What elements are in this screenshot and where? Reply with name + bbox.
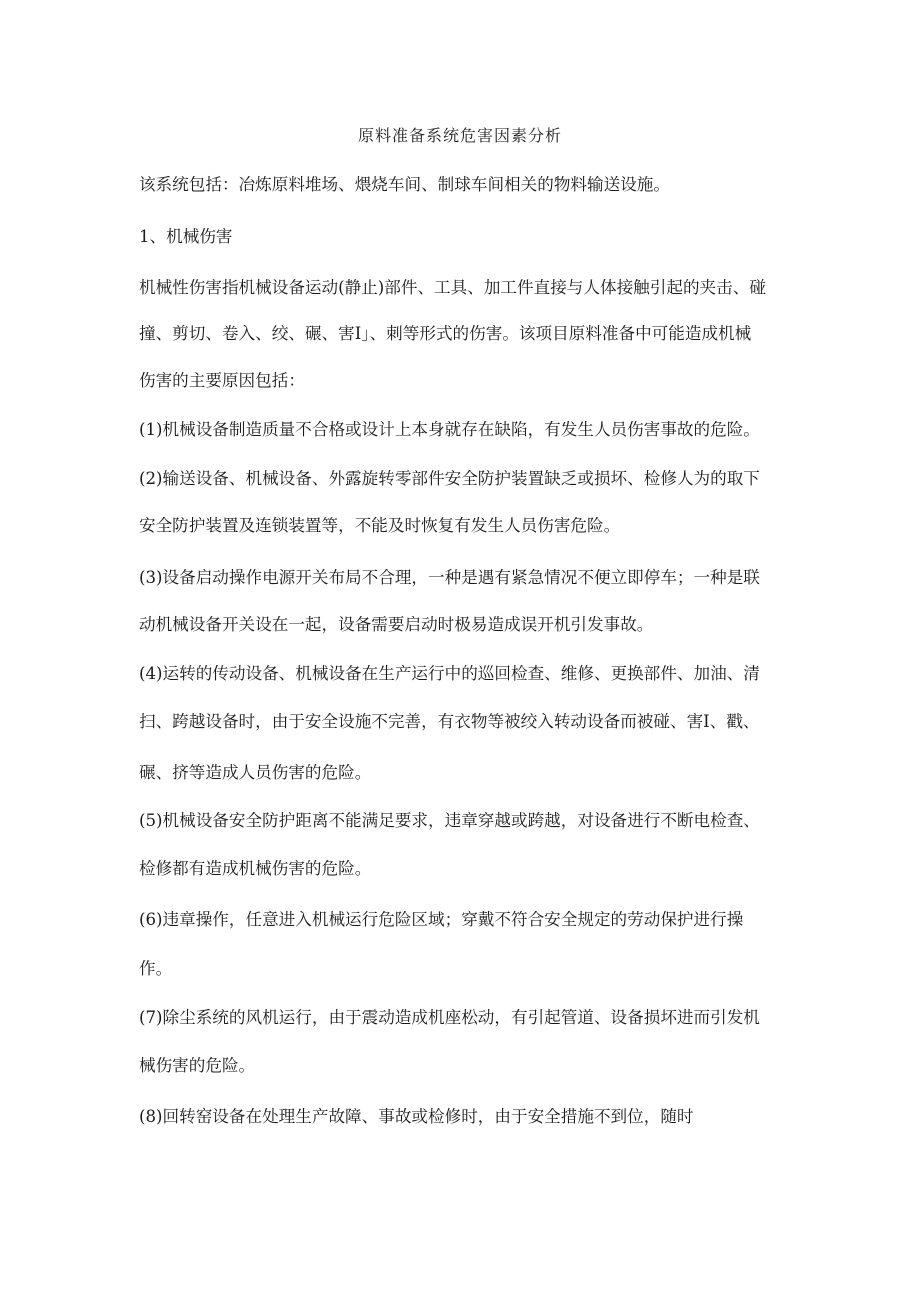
text-line: 动机械设备开关设在一起，设备需要启动时极易造成误开机引发事故。 [139,615,654,634]
text-line: 碾、挤等造成人员伤害的危险。 [139,763,372,782]
text-line: 作。 [139,959,173,978]
list-item-3: (3)设备启动操作电源开关布局不合理，一种是遇有紧急情况不便立即停车；一种是联 [139,568,760,587]
list-item-1: (1)机械设备制造质量不合格或设计上本身就存在缺陷，有发生人员伤害事故的危险。 [139,420,760,439]
list-item-7: (7)除尘系统的风机运行，由于震动造成机座松动，有引起管道、设备损坏进而引发机 [139,1008,760,1027]
document-title: 原料准备系统危害因素分析 [357,126,562,145]
text-line: 机械性伤害指机械设备运动(静止)部件、工具、加工件直接与人体接触引起的夹击、碰 [139,278,766,297]
list-item-4: (4)运转的传动设备、机械设备在生产运行中的巡回检查、维修、更换部件、加油、清 [139,664,760,683]
text-line: 撞、剪切、卷入、绞、碾、害I」、刺等形式的伤害。该项目原料准备中可能造成机械 [139,324,752,343]
list-item-2: (2)输送设备、机械设备、外露旋转零部件安全防护装置缺乏或损坏、检修人为的取下 [139,469,760,488]
text-line: 扫、跨越设备时，由于安全设施不完善，有衣物等被绞入转动设备而被碰、害I、戳、 [139,712,760,731]
section-heading-mechanical-injury: 1、机械伤害 [139,227,233,246]
list-item-5: (5)机械设备安全防护距离不能满足要求，违章穿越或跨越，对设备进行不断电检查、 [139,811,760,830]
text-line-scope: 该系统包括：冶炼原料堆场、煨烧车间、制球车间相关的物料输送设施。 [139,175,670,194]
text-line: 械伤害的危险。 [139,1056,256,1075]
text-line: 检修都有造成机械伤害的危险。 [139,859,372,878]
text-line: 安全防护装置及连锁装置等，不能及时恢复有发生人员伤害危险。 [139,516,621,535]
list-item-8: (8)回转窑设备在处理生产故障、事故或检修时，由于安全措施不到位，随时 [139,1107,694,1126]
list-item-6: (6)违章操作，任意进入机械运行危险区域；穿戴不符合安全规定的劳动保护进行操 [139,910,744,929]
text-line: 伤害的主要原因包括： [139,371,305,390]
